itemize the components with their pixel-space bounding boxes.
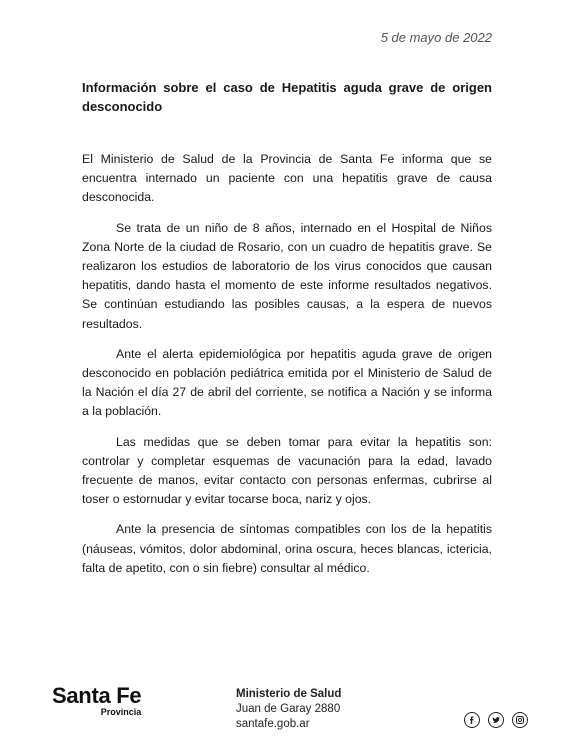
paragraph: Las medidas que se deben tomar para evitar la hepatitis son: controlar y completar esquemas de vacunación para la edad, lavado frecuente de manos, evitar contacto con personas enfermas, cubrirse al toser o estornudar y evitar tocarse boca, nariz y ojos. [82,434,492,507]
paragraph: Ante la presencia de síntomas compatibles con los de la hepatitis (náuseas, vómitos, dolor abdominal, orina oscura, heces blancas, ictericia, falta de apetito, con o sin fiebre) consultar al médico. [82,522,492,575]
logo-sub-text: Provincia [100,707,142,717]
document-title: Información sobre el caso de Hepatitis aguda grave de origen desconocido [82,80,492,114]
ministry-name: Ministerio de Salud [236,688,342,700]
footer-contact [236,687,341,732]
twitter-icon[interactable] [488,712,504,728]
social-links [464,712,528,728]
paragraph: Se trata de un niño de 8 años, internado en el Hospital de Niños Zona Norte de la ciudad de Rosario, con un cuadro de hepatitis grave. Se realizaron los estudios de laboratorio de los virus conocidos que causan hepatitis, dando hasta el momento de este informe resultados negativos. Se continúan estudiando las posibles causas, a la espera de nuevos resultados. [82,220,492,331]
paragraph: El Ministerio de Salud de la Provincia de Santa Fe informa que se encuentra internado un paciente con una hepatitis grave de causa desconocida. [82,152,492,205]
santa-fe-logo [52,684,141,717]
logo-main-text: Santa Fe [52,683,142,708]
address: Juan de Garay 2880 [236,703,341,715]
instagram-icon[interactable] [512,712,528,728]
document-body [82,150,492,589]
document-date: 5 de mayo de 2022 [380,30,492,45]
website-link[interactable]: santafe.gob.ar [236,718,310,730]
paragraph: Ante el alerta epidemiológica por hepatitis aguda grave de origen desconocido en población pediátrica emitida por el Ministerio de Salud de la Nación el día 27 de abril del corriente, se notifica a Nación y se informa a la población. [82,346,492,419]
facebook-icon[interactable] [464,712,480,728]
